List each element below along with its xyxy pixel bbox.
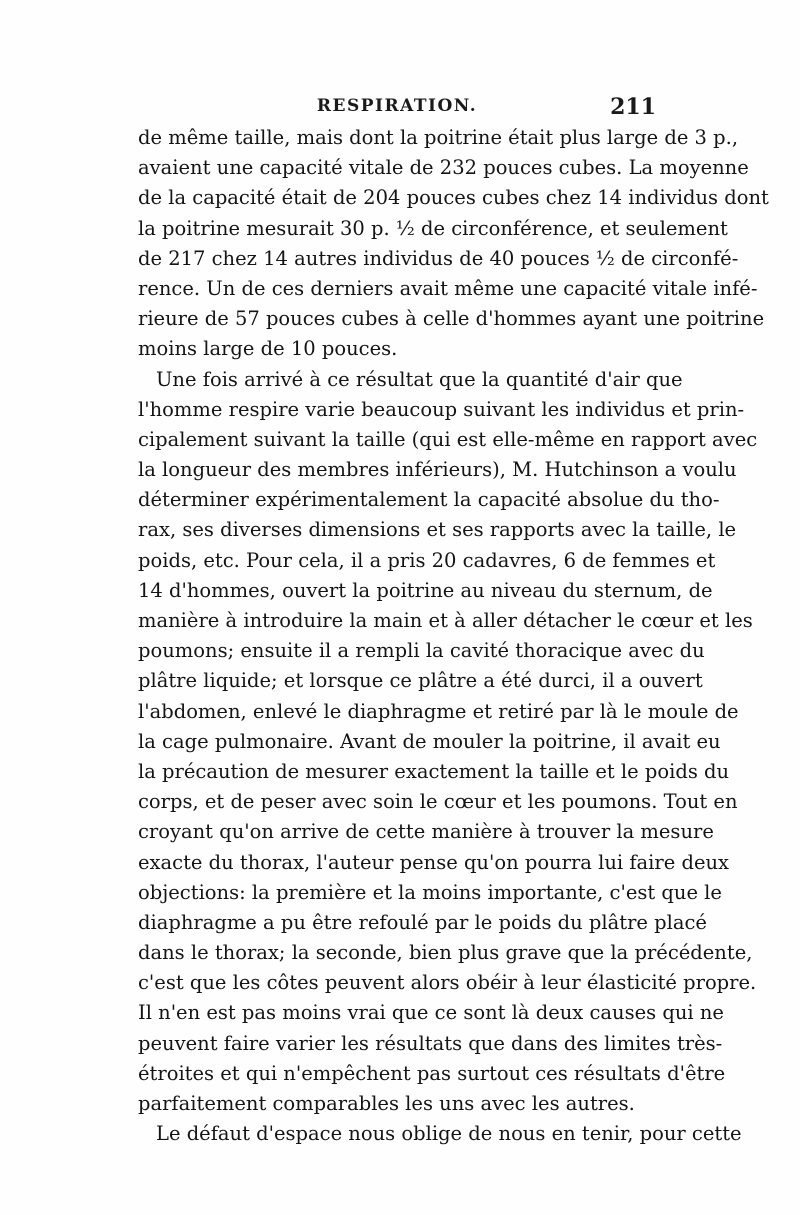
text-line: c'est que les côtes peuvent alors obéir à leur élasticité propre. xyxy=(138,971,757,995)
text-line: corps, et de peser avec soin le cœur et les poumons. Tout en xyxy=(138,790,738,814)
text-line: l'abdomen, enlevé le diaphragme et retiré par là le moule de xyxy=(138,699,739,723)
text-line: cipalement suivant la taille (qui est elle-même en rapport avec xyxy=(138,427,758,451)
text-line: rence. Un de ces derniers avait même une capacité vitale infé- xyxy=(138,276,758,300)
text-line: parfaitement comparables les uns avec les autres. xyxy=(138,1092,635,1115)
text-line: poids, etc. Pour cela, il a pris 20 cadavres, 6 de femmes et xyxy=(138,548,716,572)
text-line: de la capacité était de 204 pouces cubes chez 14 individus dont xyxy=(138,186,769,210)
text-line: la longueur des membres inférieurs), M. Hutchinson a voulu xyxy=(138,458,737,482)
running-head xyxy=(138,96,656,126)
text-line: rax, ses diverses dimensions et ses rapports avec la taille, le xyxy=(138,518,737,542)
text-line: la précaution de mesurer exactement la taille et le poids du xyxy=(138,759,730,783)
text-line: 14 d'hommes, ouvert la poitrine au niveau du sternum, de xyxy=(138,578,713,602)
text-line: de même taille, mais dont la poitrine était plus large de 3 p., xyxy=(138,126,739,149)
text-line: dans le thorax; la seconde, bien plus grave que la précédente, xyxy=(138,941,753,965)
text-line: avaient une capacité vitale de 232 pouces cubes. La moyenne xyxy=(138,156,749,180)
text-line: étroites et qui n'empêchent pas surtout ces résultats d'être xyxy=(138,1061,726,1085)
text-line: l'homme respire varie beaucoup suivant les individus et prin- xyxy=(138,397,745,421)
text-line: manière à introduire la main et à aller détacher le cœur et les xyxy=(138,609,753,632)
text-line: Il n'en est pas moins vrai que ce sont là deux causes qui ne xyxy=(138,1001,724,1025)
text-line: rieure de 57 pouces cubes à celle d'hommes ayant une poitrine xyxy=(138,307,765,331)
text-line: plâtre liquide; et lorsque ce plâtre a été durci, il a ouvert xyxy=(138,669,703,693)
text-line: objections: la première et la moins importante, c'est que le xyxy=(138,880,722,904)
text-line: moins large de 10 pouces. xyxy=(138,337,398,361)
body-text xyxy=(138,123,769,1149)
text-line: croyant qu'on arrive de cette manière à trouver la mesure xyxy=(138,820,714,844)
paragraph-start-line: Le défaut d'espace nous oblige de nous en tenir, pour cette xyxy=(156,1122,742,1146)
text-line: peuvent faire varier les résultats que dans des limites très- xyxy=(138,1031,723,1055)
text-line: diaphragme a pu être refoulé par le poids du plâtre placé xyxy=(138,910,707,934)
text-line: poumons; ensuite il a rempli la cavité thoracique avec du xyxy=(138,639,705,663)
paragraph-start-line: Une fois arrivé à ce résultat que la quantité d'air que xyxy=(156,367,683,391)
page-number: 211 xyxy=(610,94,656,120)
text-line: la poitrine mesurait 30 p. ½ de circonférence, et seulement xyxy=(138,216,728,240)
text-line: de 217 chez 14 autres individus de 40 pouces ½ de circonfé- xyxy=(138,246,739,270)
running-title: RESPIRATION. xyxy=(316,96,478,116)
text-line: la cage pulmonaire. Avant de mouler la poitrine, il avait eu xyxy=(138,729,721,753)
text-line: déterminer expérimentalement la capacité absolue du tho- xyxy=(138,488,720,512)
text-line: exacte du thorax, l'auteur pense qu'on pourra lui faire deux xyxy=(138,850,730,874)
